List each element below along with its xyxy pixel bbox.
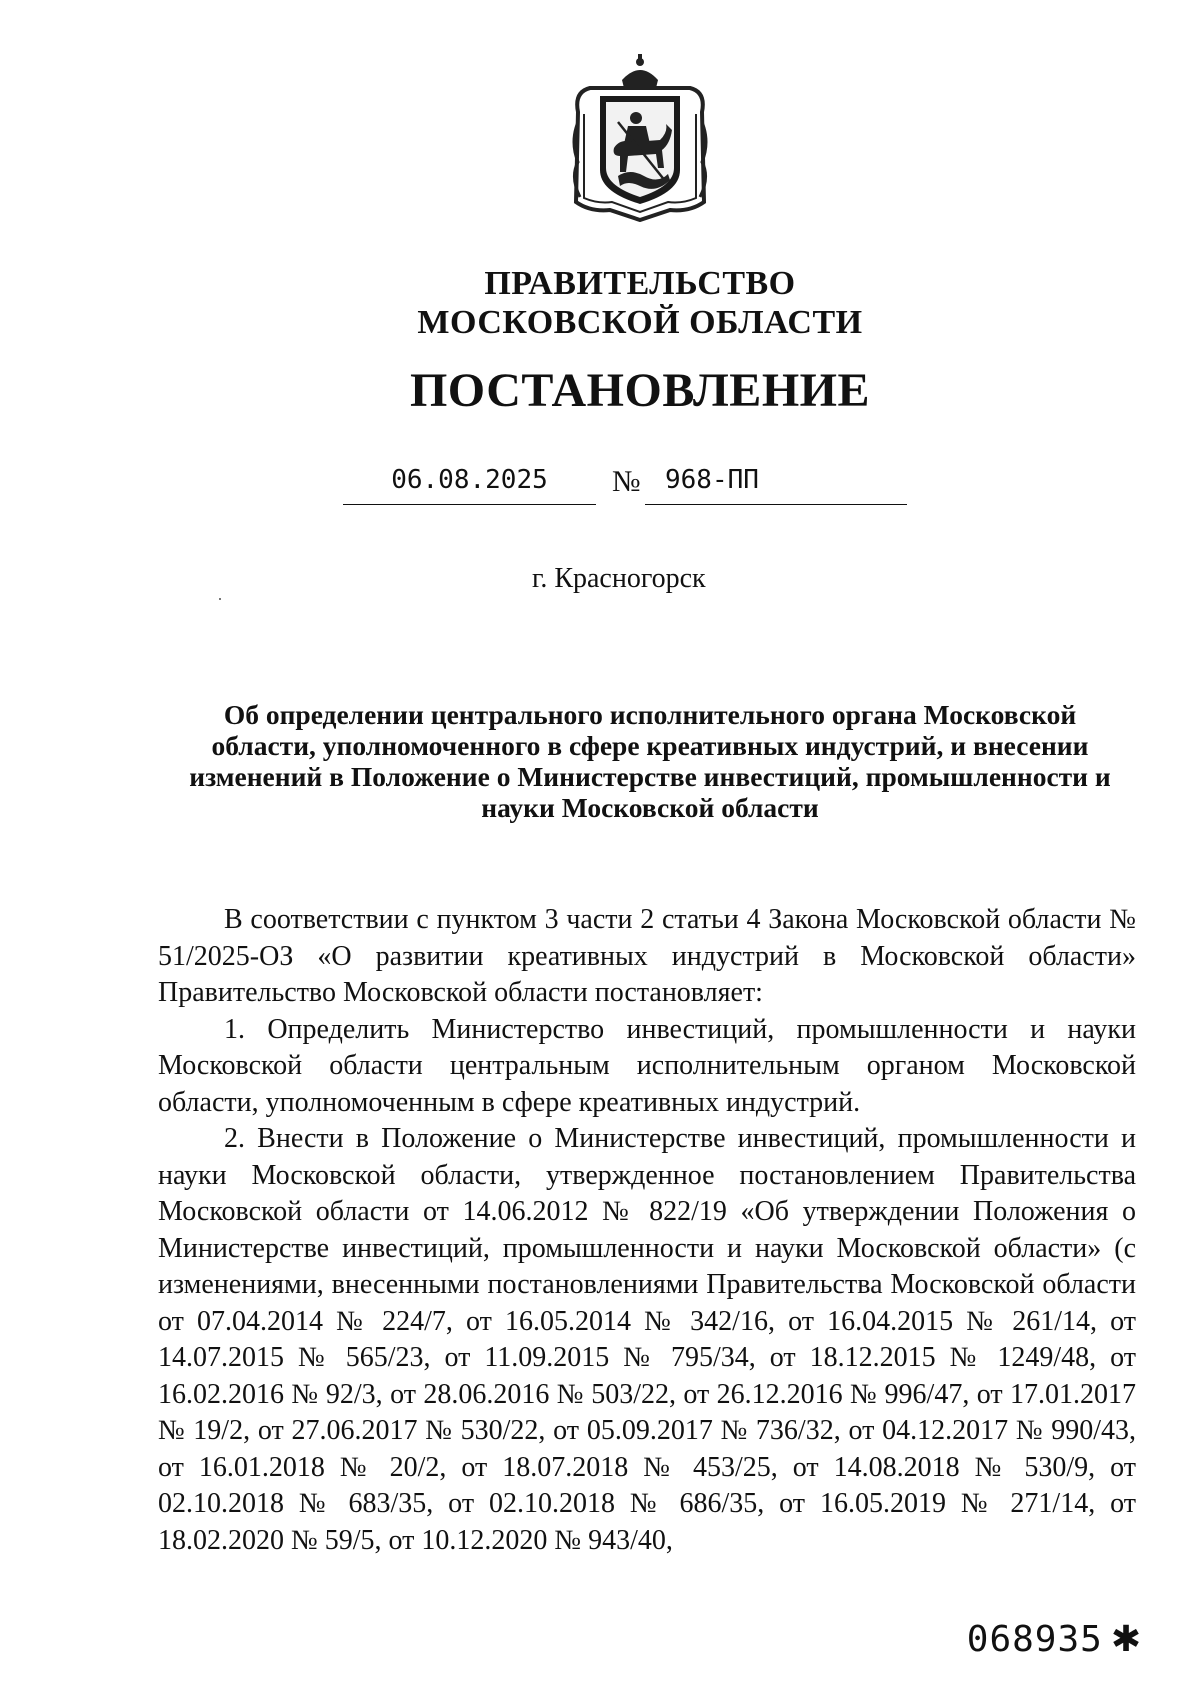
body-paragraph-item-1: 1. Определить Министерство инвестиций, промышленности и науки Московской области центральным исполнительным органом Московской области, уполномоченным в сфере креативных индустрий.	[158, 1013, 1136, 1118]
document-number: 968-ПП	[665, 465, 759, 495]
coat-of-arms-icon	[570, 52, 710, 222]
serial-digits: 068935	[966, 1619, 1103, 1660]
document-body	[158, 902, 1136, 1559]
document-date: 06.08.2025	[343, 460, 596, 505]
document-title: Об определении центрального исполнительного органа Московской области, уполномоченного в сфере креативных индустрий, и внесении изменений в Положение о Министерстве инвестиций, промышленности и науки Московской области	[189, 699, 1111, 823]
asterisk-icon: ✱	[1110, 1619, 1142, 1660]
city: г. Красногорск	[532, 563, 706, 594]
number-sign: №	[612, 465, 641, 498]
scan-speck	[219, 598, 221, 600]
document-number-field	[645, 460, 907, 505]
government-title-line1: ПРАВИТЕЛЬСТВО	[484, 265, 796, 302]
body-paragraph-item-2: 2. Внести в Положение о Министерстве инвестиций, промышленности и науки Московской области, утвержденное постановлением Правительства Московской области от 14.06.2012 № 822/19 «Об утверждении Положения о Министерстве инвестиций, промышленности и науки Московской области» (с изменениями, внесенными постановлениями Правительства Московской области от 07.04.2014 № 224/7, от 16.05.2014 № 342/16, от 16.04.2015 № 261/14, от 14.07.2015 № 565/23, от 11.09.2015 № 795/34, от 18.12.2015 № 1249/48, от 16.02.2016 № 92/3, от 28.06.2016 № 503/22, от 26.12.2016 № 996/47, от 17.01.2017 № 19/2, от 27.06.2017 № 530/22, от 05.09.2017 № 736/32, от 04.12.2017 № 990/43, от 16.01.2018 № 20/2, от 18.07.2018 № 453/25, от 14.08.2018 № 530/9, от 02.10.2018 № 683/35, от 02.10.2018 № 686/35, от 16.05.2019 № 271/14, от 18.02.2020 № 59/5, от 10.12.2020 № 943/40,	[158, 1123, 1136, 1556]
serial-number	[967, 1620, 1142, 1660]
government-title-line2: МОСКОВСКОЙ ОБЛАСТИ	[417, 304, 863, 341]
document-type: ПОСТАНОВЛЕНИЕ	[409, 364, 871, 417]
body-paragraph-preamble: В соответствии с пунктом 3 части 2 статьи 4 Закона Московской области № 51/2025-ОЗ «О развитии креативных индустрий в Московской области» Правительство Московской области постановляет:	[158, 904, 1136, 1008]
